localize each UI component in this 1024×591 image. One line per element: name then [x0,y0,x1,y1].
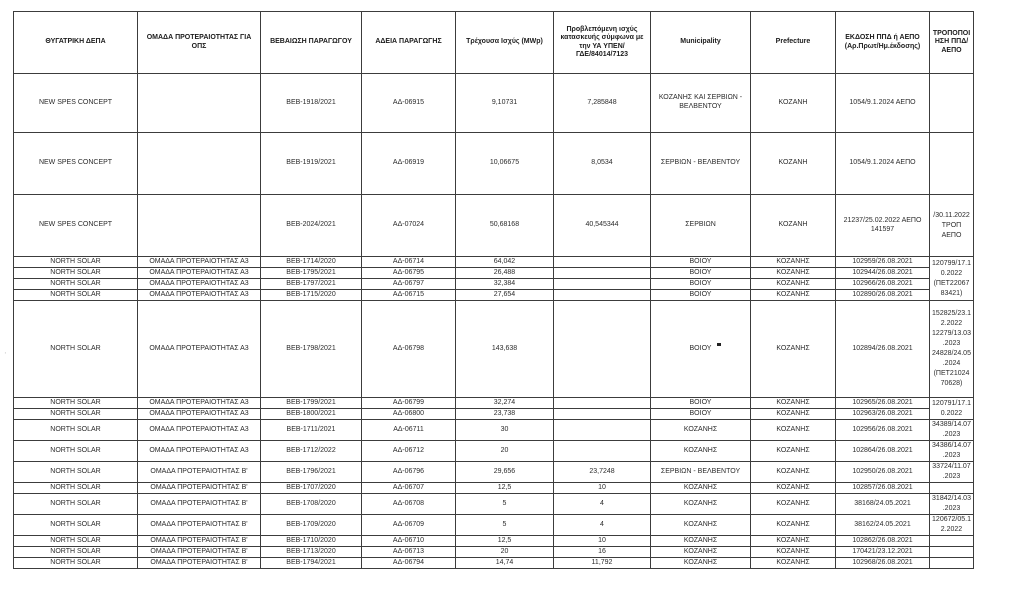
table-cell: 10,06675 [456,133,554,195]
table-cell: ΚΟΖΑΝΗΣ [751,279,836,290]
table-cell: 102963/26.08.2021 [836,409,930,420]
table-cell: ΚΟΖΑΝΗΣ [751,515,836,536]
table-cell: ΣΕΡΒΙΩΝ [651,195,751,257]
table-cell: ΚΟΖΑΝΗΣ [751,494,836,515]
table-cell: ΒΟΙΟΥ [651,268,751,279]
table-cell: ΚΟΖΑΝΗΣ [751,398,836,409]
table-cell: ΒΟΙΟΥ [651,409,751,420]
table-cell: ΒΕΒ-1715/2020 [261,290,362,301]
table-cell: ΒΟΙΟΥ [651,398,751,409]
table-cell: ΒΕΒ-1713/2020 [261,547,362,558]
table-cell: 34386/14.07.2023 [930,441,974,462]
table-cell: 20 [456,441,554,462]
table-cell: 120672/05.12.2022 [930,515,974,536]
table-cell: ΑΔ-06712 [362,441,456,462]
table-cell [554,441,651,462]
table-row [14,558,974,569]
table-cell [138,74,261,133]
table-row [14,462,974,483]
table-cell: ΑΔ-06713 [362,547,456,558]
table-cell: ΟΜΑΔΑ ΠΡΟΤΕΡΑΙΟΤΗΤΑΣ Β' [138,558,261,569]
table-row [14,515,974,536]
table-cell: 38168/24.05.2021 [836,494,930,515]
table-cell: 10 [554,536,651,547]
table-cell: ΒΕΒ-1918/2021 [261,74,362,133]
table-cell-amendment: 120799/17.10.2022 (ΠΕΤ2206783421) [930,257,974,301]
table-cell: NORTH SOLAR [14,301,138,398]
table-cell: 26,488 [456,268,554,279]
table-cell: 27,654 [456,290,554,301]
table-cell: ΒΕΒ-1799/2021 [261,398,362,409]
table-cell: ΚΟΖΑΝΗΣ [751,290,836,301]
table-cell: NORTH SOLAR [14,547,138,558]
table-cell: 30 [456,420,554,441]
table-cell: 23,738 [456,409,554,420]
table-cell: 5 [456,494,554,515]
table-cell [554,301,651,398]
table-cell: 4 [554,494,651,515]
table-cell: 102965/26.08.2021 [836,398,930,409]
table-cell: ΒΕΒ-1794/2021 [261,558,362,569]
table-cell: NORTH SOLAR [14,462,138,483]
table-row [14,536,974,547]
table-cell: 4 [554,515,651,536]
table-cell: ΑΔ-06795 [362,268,456,279]
table-cell [554,257,651,268]
table-cell: ΑΔ-06708 [362,494,456,515]
table-cell: NORTH SOLAR [14,558,138,569]
table-cell: 102950/26.08.2021 [836,462,930,483]
table-cell: 7,285848 [554,74,651,133]
table-cell: 14,74 [456,558,554,569]
table-cell: 32,274 [456,398,554,409]
table-cell: NORTH SOLAR [14,409,138,420]
table-cell: ΒΕΒ-1795/2021 [261,268,362,279]
table-cell: ΑΔ-06711 [362,420,456,441]
table-cell: ΒΕΒ-1800/2021 [261,409,362,420]
table-cell: 102956/26.08.2021 [836,420,930,441]
table-cell: ΚΟΖΑΝΗΣ [651,547,751,558]
table-row [14,398,974,409]
table-cell: ΒΕΒ-1707/2020 [261,483,362,494]
column-header: ΘΥΓΑΤΡΙΚΗ ΔΕΠΑ [14,12,138,74]
table-cell [930,558,974,569]
table-cell: ΑΔ-06798 [362,301,456,398]
table-cell [138,133,261,195]
table-cell: ΚΟΖΑΝΗΣ [651,494,751,515]
column-header: Prefecture [751,12,836,74]
table-cell [554,409,651,420]
table-cell: ΚΟΖΑΝΗ [751,74,836,133]
table-cell: 50,68168 [456,195,554,257]
table-cell: ΟΜΑΔΑ ΠΡΟΤΕΡΑΙΟΤΗΤΑΣ Α3 [138,420,261,441]
table-row [14,133,974,195]
document-sheet [13,11,974,569]
table-cell: NORTH SOLAR [14,268,138,279]
table-cell: ΚΟΖΑΝΗΣ [751,301,836,398]
table-cell: 1054/9.1.2024 ΑΕΠΟ [836,133,930,195]
margin-tick: ˌ [4,347,7,354]
table-cell: ΑΔ-06715 [362,290,456,301]
table-cell: ΟΜΑΔΑ ΠΡΟΤΕΡΑΙΟΤΗΤΑΣ Β' [138,483,261,494]
table-row [14,195,974,257]
table-cell: ΒΕΒ-1710/2020 [261,536,362,547]
table-cell: ΣΕΡΒΙΩΝ - ΒΕΛΒΕΝΤΟΥ [651,133,751,195]
table-cell: ΒΟΙΟΥ [651,301,751,398]
table-cell: 23,7248 [554,462,651,483]
table-cell: 143,638 [456,301,554,398]
table-cell: ΚΟΖΑΝΗΣ [651,558,751,569]
table-cell: ΚΟΖΑΝΗΣ [751,409,836,420]
table-cell [930,536,974,547]
table-cell: 102864/26.08.2021 [836,441,930,462]
table-cell: 102890/26.08.2021 [836,290,930,301]
table-cell: ΚΟΖΑΝΗΣ [651,441,751,462]
table-cell: ΟΜΑΔΑ ΠΡΟΤΕΡΑΙΟΤΗΤΑΣ Β' [138,515,261,536]
table-cell: ΟΜΑΔΑ ΠΡΟΤΕΡΑΙΟΤΗΤΑΣ Β' [138,462,261,483]
table-cell: ΚΟΖΑΝΗΣ [651,483,751,494]
table-cell: ΒΟΙΟΥ [651,279,751,290]
table-cell: NORTH SOLAR [14,257,138,268]
table-cell: ΟΜΑΔΑ ΠΡΟΤΕΡΑΙΟΤΗΤΑΣ Α3 [138,257,261,268]
table-cell: NORTH SOLAR [14,398,138,409]
table-cell: ΑΔ-06709 [362,515,456,536]
column-header: Municipality [651,12,751,74]
ink-mark [717,343,721,346]
table-cell: ΒΕΒ-1798/2021 [261,301,362,398]
table-cell [554,420,651,441]
table-cell: ΚΟΖΑΝΗΣ ΚΑΙ ΣΕΡΒΙΩΝ - ΒΕΛΒΕΝΤΟΥ [651,74,751,133]
table-cell: 16 [554,547,651,558]
column-header: Τρέχουσα Ισχύς (MWp) [456,12,554,74]
table-cell: NORTH SOLAR [14,279,138,290]
table-cell: ΟΜΑΔΑ ΠΡΟΤΕΡΑΙΟΤΗΤΑΣ Α3 [138,301,261,398]
table-cell: ΟΜΑΔΑ ΠΡΟΤΕΡΑΙΟΤΗΤΑΣ Α3 [138,290,261,301]
table-cell: 40,545344 [554,195,651,257]
table-cell: 102894/26.08.2021 [836,301,930,398]
table-row [14,301,974,398]
table-row [14,257,974,268]
table-cell: ΚΟΖΑΝΗΣ [751,462,836,483]
table-row [14,279,974,290]
table-cell: ΟΜΑΔΑ ΠΡΟΤΕΡΑΙΟΤΗΤΑΣ Β' [138,536,261,547]
table-cell [930,74,974,133]
table-cell: 20 [456,547,554,558]
table-cell: ΚΟΖΑΝΗΣ [751,536,836,547]
table-cell: ΚΟΖΑΝΗΣ [751,483,836,494]
table-cell: ΚΟΖΑΝΗΣ [751,257,836,268]
licence-table [13,11,974,569]
table-cell: 1054/9.1.2024 ΑΕΠΟ [836,74,930,133]
table-row [14,290,974,301]
table-cell: ΒΕΒ-1919/2021 [261,133,362,195]
table-row [14,409,974,420]
table-cell: NORTH SOLAR [14,536,138,547]
table-cell: 170421/23.12.2021 [836,547,930,558]
table-cell [138,195,261,257]
table-cell: ΒΕΒ-1712/2022 [261,441,362,462]
table-cell: ΚΟΖΑΝΗ [751,133,836,195]
table-cell: ΚΟΖΑΝΗΣ [751,268,836,279]
table-cell: ΚΟΖΑΝΗ [751,195,836,257]
table-cell: NORTH SOLAR [14,494,138,515]
table-cell: 102944/26.08.2021 [836,268,930,279]
table-cell: ΑΔ-06796 [362,462,456,483]
table-cell: NORTH SOLAR [14,420,138,441]
table-cell: ΒΕΒ-2024/2021 [261,195,362,257]
table-cell: ΑΔ-06714 [362,257,456,268]
table-cell: ΑΔ-06707 [362,483,456,494]
table-cell: ΟΜΑΔΑ ΠΡΟΤΕΡΑΙΟΤΗΤΑΣ Α3 [138,398,261,409]
table-cell: ΒΕΒ-1709/2020 [261,515,362,536]
table-cell: ΚΟΖΑΝΗΣ [751,558,836,569]
table-cell: ΚΟΖΑΝΗΣ [751,441,836,462]
column-header: ΕΚΔΟΣΗ ΠΠΔ ή ΑΕΠΟ (Αρ.Πρωτ/Ημ.έκδοσης) [836,12,930,74]
table-cell: 102959/26.08.2021 [836,257,930,268]
table-cell: ΒΕΒ-1711/2021 [261,420,362,441]
table-cell: 29,656 [456,462,554,483]
table-cell [930,547,974,558]
column-header: ΤΡΟΠΟΠΟΙΗΣΗ ΠΠΔ/ΑΕΠΟ [930,12,974,74]
table-cell: 102968/26.08.2021 [836,558,930,569]
table-cell: 12,5 [456,483,554,494]
table-cell: ΚΟΖΑΝΗΣ [651,515,751,536]
table-cell [554,290,651,301]
table-cell [554,279,651,290]
table-cell: ΑΔ-06794 [362,558,456,569]
table-cell: 12,5 [456,536,554,547]
table-cell: 8,0534 [554,133,651,195]
table-cell: 11,792 [554,558,651,569]
table-cell [930,133,974,195]
table-cell: ΒΕΒ-1708/2020 [261,494,362,515]
table-cell: ΟΜΑΔΑ ΠΡΟΤΕΡΑΙΟΤΗΤΑΣ Α3 [138,441,261,462]
table-cell: 152825/23.12.2022 12279/13.03.2023 24828/24.05.2024 (ΠΕΤ2102470628) [930,301,974,398]
table-cell [554,398,651,409]
table-cell: ΑΔ-06710 [362,536,456,547]
table-cell: ΑΔ-06799 [362,398,456,409]
table-row [14,547,974,558]
table-cell: NEW SPES CONCEPT [14,133,138,195]
table-row [14,268,974,279]
table-cell-amendment: 120791/17.10.2022 [930,398,974,420]
table-cell: ΚΟΖΑΝΗΣ [751,547,836,558]
table-cell: ΟΜΑΔΑ ΠΡΟΤΕΡΑΙΟΤΗΤΑΣ Α3 [138,279,261,290]
table-cell: 102966/26.08.2021 [836,279,930,290]
table-cell: ΑΔ-06797 [362,279,456,290]
column-header: Προβλεπόμενη ισχύς κατασκευής σύμφωνα με την ΥΑ ΥΠΕΝ/ΓΔΕ/84014/7123 [554,12,651,74]
table-cell: ΣΕΡΒΙΩΝ - ΒΕΛΒΕΝΤΟΥ [651,462,751,483]
table-cell [554,268,651,279]
table-cell: ΑΔ-06915 [362,74,456,133]
table-cell: ΟΜΑΔΑ ΠΡΟΤΕΡΑΙΟΤΗΤΑΣ Α3 [138,268,261,279]
table-cell: 33724/11.07.2023 [930,462,974,483]
table-cell: /30.11.2022 ΤΡΟΠ ΑΕΠΟ [930,195,974,257]
table-cell: 9,10731 [456,74,554,133]
table-cell: ΚΟΖΑΝΗΣ [651,420,751,441]
table-cell: ΑΔ-07024 [362,195,456,257]
table-cell: ΚΟΖΑΝΗΣ [651,536,751,547]
column-header: ΟΜΑΔΑ ΠΡΟΤΕΡΑΙΟΤΗΤΑΣ ΓΙΑ ΟΠΣ [138,12,261,74]
table-cell: ΒΕΒ-1714/2020 [261,257,362,268]
table-cell: 5 [456,515,554,536]
table-cell: ΚΟΖΑΝΗΣ [751,420,836,441]
header-row [14,12,974,74]
table-cell: NEW SPES CONCEPT [14,195,138,257]
table-cell: 102857/26.08.2021 [836,483,930,494]
table-row [14,74,974,133]
table-row [14,494,974,515]
table-cell: 31842/14.03.2023 [930,494,974,515]
table-cell: NEW SPES CONCEPT [14,74,138,133]
table-cell: ΒΟΙΟΥ [651,257,751,268]
table-cell: ΒΕΒ-1796/2021 [261,462,362,483]
table-cell: ΟΜΑΔΑ ΠΡΟΤΕΡΑΙΟΤΗΤΑΣ Α3 [138,409,261,420]
table-cell: ΒΟΙΟΥ [651,290,751,301]
table-cell: NORTH SOLAR [14,515,138,536]
table-cell: 38162/24.05.2021 [836,515,930,536]
table-cell: ΟΜΑΔΑ ΠΡΟΤΕΡΑΙΟΤΗΤΑΣ Β' [138,494,261,515]
table-cell: 64,042 [456,257,554,268]
table-cell: NORTH SOLAR [14,290,138,301]
table-cell: ΑΔ-06919 [362,133,456,195]
table-cell: ΑΔ-06800 [362,409,456,420]
table-cell: 102862/26.08.2021 [836,536,930,547]
table-body [14,74,974,569]
table-row [14,441,974,462]
table-cell: 34389/14.07.2023 [930,420,974,441]
column-header: ΒΕΒΑΙΩΣΗ ΠΑΡΑΓΩΓΟΥ [261,12,362,74]
table-cell: NORTH SOLAR [14,483,138,494]
table-cell: 10 [554,483,651,494]
table-cell: ΟΜΑΔΑ ΠΡΟΤΕΡΑΙΟΤΗΤΑΣ Β' [138,547,261,558]
column-header: ΑΔΕΙΑ ΠΑΡΑΓΩΓΗΣ [362,12,456,74]
table-cell [930,483,974,494]
table-row [14,420,974,441]
table-cell: ΒΕΒ-1797/2021 [261,279,362,290]
table-cell: 21237/25.02.2022 ΑΕΠΟ 141597 [836,195,930,257]
table-cell: 32,384 [456,279,554,290]
table-row [14,483,974,494]
table-cell: NORTH SOLAR [14,441,138,462]
